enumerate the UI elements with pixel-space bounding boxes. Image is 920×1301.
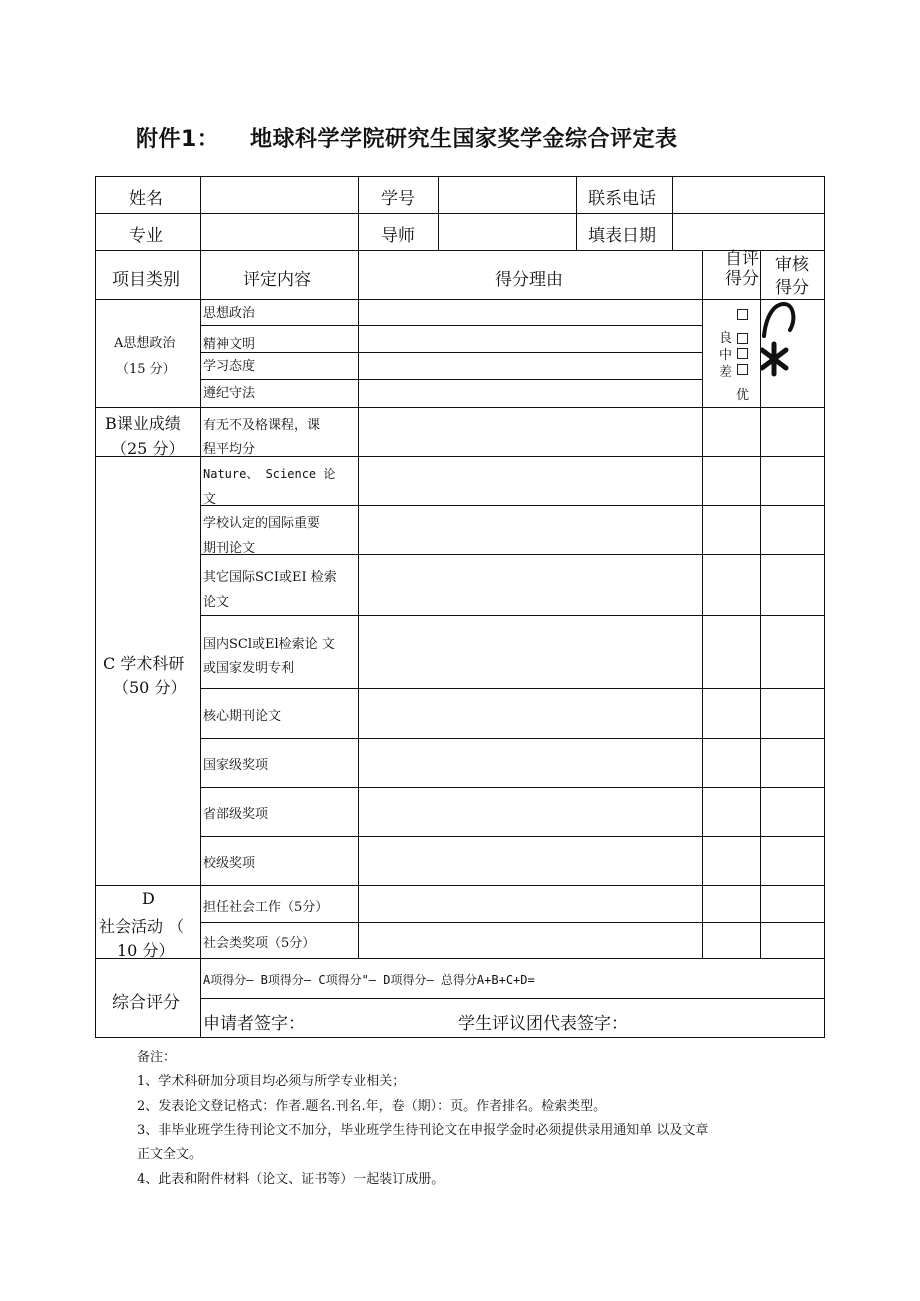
section-a-item: 学习态度 (203, 359, 256, 374)
section-b-item-line2: 程平均分 (203, 442, 256, 457)
section-c-item: 期刊论文 (203, 541, 256, 556)
major-label: 专业 (129, 226, 163, 246)
section-c-item: 或国家发明专利 (203, 661, 295, 676)
note-line: 正文全文。 (137, 1147, 203, 1162)
grade-poor-label: 差 (719, 365, 733, 380)
row-divider (200, 998, 825, 999)
self-score-header-1: 自评 (725, 249, 759, 269)
phone-label: 联系电话 (588, 189, 656, 209)
section-b-label: B课业成绩 (105, 414, 181, 433)
section-b-item-line1: 有无不及格课程，课 (203, 418, 321, 433)
col-divider (358, 176, 359, 250)
reason-header: 得分理由 (495, 270, 563, 290)
note-line: 1、学术科研加分项目均必须与所学专业相关； (137, 1074, 406, 1089)
student-id-label: 学号 (381, 189, 415, 209)
section-d-item: 社会类奖项（5分） (203, 936, 316, 951)
grade-checkbox[interactable] (737, 348, 748, 359)
note-line: 4、此表和附件材料（论文、证书等）一起装订成册。 (137, 1172, 445, 1187)
row-divider (200, 352, 702, 353)
row-divider (200, 554, 825, 555)
section-a-points: （15 分） (116, 362, 176, 377)
name-label: 姓名 (129, 189, 163, 209)
section-c-item: 国内SCl或El检索论 文 (203, 637, 335, 652)
grade-checkbox[interactable] (737, 364, 748, 375)
row-divider (200, 738, 825, 739)
content-header: 评定内容 (243, 270, 311, 290)
row-divider (95, 299, 825, 300)
section-c-item: Nature、 Science 论 (203, 467, 336, 481)
note-line: 3、非毕业班学生待刊论文不加分，毕业班学生待刊论文在申报学金时必须提供录用通知单 以及文章 (137, 1123, 709, 1138)
col-divider (200, 176, 201, 1038)
rep-signature-label: 学生评议团代表签字： (458, 1014, 628, 1034)
row-divider (200, 922, 825, 923)
row-divider (95, 958, 825, 959)
section-c-item: 国家级奖项 (203, 758, 269, 773)
scribble-mark-icon (760, 300, 800, 380)
audit-score-header-2: 得分 (775, 278, 809, 298)
section-a-item: 思想政治 (203, 306, 256, 321)
applicant-signature-label: 申请者签字： (203, 1014, 305, 1034)
section-d-points: 10 分） (117, 941, 175, 960)
row-divider (95, 885, 825, 886)
row-divider (200, 688, 825, 689)
row-divider (200, 325, 702, 326)
section-a-item: 精神文明 (203, 337, 256, 352)
section-c-item: 学校认定的国际重要 (203, 516, 321, 531)
grade-checkbox[interactable] (737, 309, 748, 320)
section-b-points: （25 分） (111, 439, 185, 458)
row-divider (95, 407, 825, 408)
section-d-item: 担任社会工作（5分） (203, 900, 329, 915)
section-c-item: 论文 (203, 595, 230, 610)
grade-checkbox[interactable] (737, 333, 748, 344)
notes-title: 备注： (137, 1050, 177, 1065)
section-d-label: D (142, 889, 155, 908)
section-c-label: C 学术科研 (103, 654, 185, 673)
col-divider (672, 176, 673, 250)
score-formula: A项得分— B项得分— C项得分"— D项得分— 总得分A+B+C+D= (203, 973, 535, 987)
section-c-item: 核心期刊论文 (203, 709, 282, 724)
audit-score-header-1: 审核 (775, 255, 809, 275)
note-line: 2、发表论文登记格式：作者.题名.刊名.年，卷（期）：页。作者排名。检索类型。 (137, 1099, 607, 1114)
section-a-item: 遵纪守法 (203, 386, 256, 401)
section-d-name: 社会活动 （ (99, 917, 185, 936)
row-divider (200, 505, 825, 506)
col-divider (702, 250, 703, 958)
row-divider (200, 836, 825, 837)
row-divider (95, 250, 825, 251)
advisor-label: 导师 (381, 226, 415, 246)
row-divider (200, 787, 825, 788)
title-main: 地球科学学院研究生国家奖学金综合评定表 (250, 127, 678, 152)
row-divider (95, 213, 825, 214)
section-c-item: 其它国际SCI或EI 检索 (203, 570, 337, 585)
section-a-label: A思想政治 (114, 336, 176, 351)
grade-good-label: 良 (719, 331, 733, 346)
grade-excellent-label: 优 (736, 388, 750, 403)
col-divider (358, 250, 359, 958)
col-divider (438, 176, 439, 250)
row-divider (200, 615, 825, 616)
section-c-item: 省部级奖项 (203, 807, 269, 822)
grade-mid-label: 中 (719, 348, 733, 363)
self-score-header-2: 得分 (725, 269, 759, 289)
section-c-item: 校级奖项 (203, 856, 256, 871)
section-c-points: （50 分） (113, 678, 187, 697)
summary-label: 综合评分 (112, 993, 180, 1013)
section-c-item: 文 (203, 492, 217, 507)
title-prefix: 附件1： (136, 127, 220, 152)
col-divider (576, 176, 577, 250)
row-divider (200, 379, 702, 380)
fill-date-label: 填表日期 (588, 226, 656, 246)
category-header: 项目类别 (112, 270, 180, 290)
